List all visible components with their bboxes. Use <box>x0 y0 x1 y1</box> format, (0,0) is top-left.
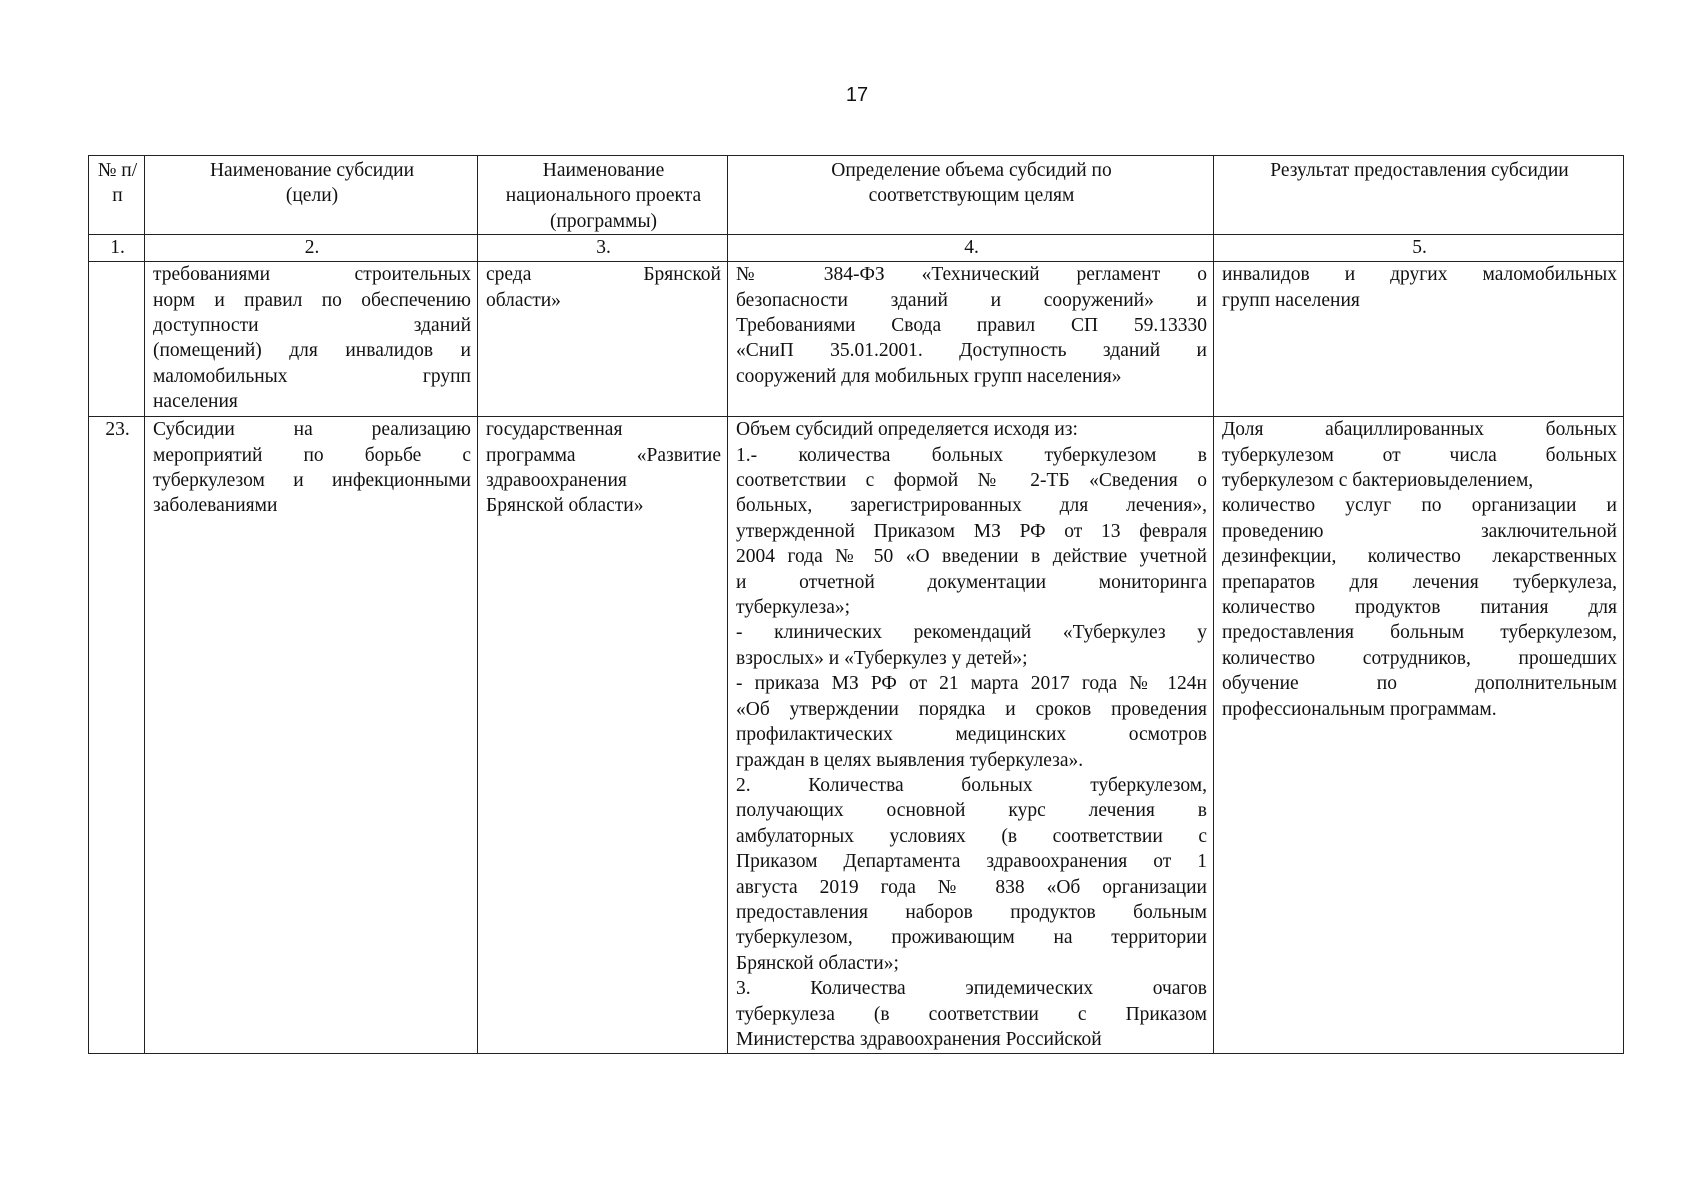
cell-text-line: 1.- количества больных туберкулезом в <box>736 444 1207 466</box>
column-number-3: 3. <box>478 235 728 262</box>
table-row <box>89 417 1624 1054</box>
cell-text-line: профессиональным программам. <box>1222 698 1497 720</box>
cell-text-line: программа «Развитие <box>486 444 721 466</box>
cell-text-line: Приказом Департамента здравоохранения от 1 <box>736 851 1207 873</box>
project-name-cell <box>478 417 728 1054</box>
cell-text-line: взрослых» и «Туберкулез у детей»; <box>736 647 1028 669</box>
cell-text-line: туберкулезом, проживающим на территории <box>736 927 1207 949</box>
cell-text-line: Брянской области» <box>486 495 644 517</box>
cell-text-line: дезинфекции, количество лекарственных <box>1222 546 1617 568</box>
cell-text-line: - клинических рекомендаций «Туберкулез у <box>736 622 1207 644</box>
header-subsidy-name-text: Наименование субсидии (цели) <box>209 160 415 207</box>
header-volume-definition-text: Определение объема субсидий по соответствующим целям <box>831 160 1112 207</box>
cell-text-line: препаратов для лечения туберкулеза, <box>1222 571 1617 593</box>
cell-text-line: предоставления наборов продуктов больным <box>736 901 1207 923</box>
header-volume-definition <box>728 156 1214 235</box>
cell-text-line: туберкулеза»; <box>736 597 851 619</box>
subsidy-name-cell <box>145 262 478 417</box>
cell-text-line: требованиями строительных <box>153 264 471 286</box>
result-cell <box>1214 417 1624 1054</box>
cell-text-line: туберкулезом и инфекционными <box>153 470 471 492</box>
cell-text-line: инвалидов и других маломобильных <box>1222 264 1617 286</box>
cell-text-line: количество услуг по организации и <box>1222 495 1617 517</box>
cell-text-line: профилактических медицинских осмотров <box>736 724 1207 746</box>
header-result-text: Результат предоставления субсидии <box>1270 160 1569 181</box>
cell-text-line: обучение по дополнительным <box>1222 673 1617 695</box>
cell-text-line: заболеваниями <box>153 495 278 517</box>
column-number-1: 1. <box>89 235 145 262</box>
row-number: 23. <box>89 417 145 1054</box>
header-result <box>1214 156 1624 235</box>
cell-text-line: проведению заключительной <box>1222 520 1617 542</box>
cell-text-line: больных, зарегистрированных для лечения», <box>736 495 1207 517</box>
cell-text-line: 2. Количества больных туберкулезом, <box>736 774 1207 796</box>
cell-text-line: туберкулезом с бактериовыделением, <box>1222 470 1534 492</box>
cell-text-line: (помещений) для инвалидов и <box>153 340 471 362</box>
cell-text-line: - приказа МЗ РФ от 21 марта 2017 года № 124н <box>736 673 1207 695</box>
row-number <box>89 262 145 417</box>
cell-text-line: Субсидии на реализацию <box>153 419 471 441</box>
cell-text-line: Доля абациллированных больных <box>1222 419 1617 441</box>
cell-text-line: Требованиями Свода правил СП 59.13330 <box>736 315 1207 337</box>
cell-text-line: августа 2019 года № 838 «Об организации <box>736 876 1207 898</box>
cell-text-line: граждан в целях выявления туберкулеза». <box>736 749 1084 771</box>
cell-text-line: мероприятий по борьбе с <box>153 444 471 466</box>
cell-text-line: предоставления больным туберкулезом, <box>1222 622 1617 644</box>
cell-text-line: количество сотрудников, прошедших <box>1222 647 1617 669</box>
cell-text-line: безопасности зданий и сооружений» и <box>736 289 1207 311</box>
cell-text-line: здравоохранения <box>486 470 627 492</box>
cell-text-line: Брянской области»; <box>736 952 899 974</box>
cell-text-line: групп населения <box>1222 289 1360 311</box>
column-number-5: 5. <box>1214 235 1624 262</box>
cell-text-line: маломобильных групп <box>153 365 471 387</box>
cell-text-line: «СниП 35.01.2001. Доступность зданий и <box>736 340 1207 362</box>
volume-definition-cell <box>728 262 1214 417</box>
cell-text-line: доступности зданий <box>153 315 471 337</box>
cell-text-line: туберкулезом от числа больных <box>1222 444 1617 466</box>
subsidy-name-cell <box>145 417 478 1054</box>
header-project-name <box>478 156 728 235</box>
cell-text-line: соответствии с формой № 2-ТБ «Сведения о <box>736 470 1207 492</box>
cell-text-line: туберкулеза (в соответствии с Приказом <box>736 1003 1207 1025</box>
cell-text-line: норм и правил по обеспечению <box>153 289 471 311</box>
cell-text-line: амбулаторных условиях (в соответствии с <box>736 825 1207 847</box>
column-number-4: 4. <box>728 235 1214 262</box>
cell-text-line: Объем субсидий определяется исходя из: <box>736 419 1078 441</box>
cell-text-line: государственная <box>486 419 623 441</box>
cell-text-line: утвержденной Приказом МЗ РФ от 13 февраля <box>736 520 1207 542</box>
cell-text-line: 3. Количества эпидемических очагов <box>736 978 1207 1000</box>
cell-text-line: Министерства здравоохранения Российской <box>736 1028 1102 1050</box>
cell-text-line: № 384-ФЗ «Технический регламент о <box>736 264 1207 286</box>
header-project-name-text: Наименование национального проекта (программы) <box>505 160 702 232</box>
table-row <box>89 262 1624 417</box>
subsidy-table <box>88 155 1624 1054</box>
page-number: 17 <box>845 84 869 106</box>
cell-text-line: населения <box>153 391 238 413</box>
cell-text-line: и отчетной документации мониторинга <box>736 571 1207 593</box>
column-number-row <box>89 235 1624 262</box>
header-num-text: № п/п <box>97 160 138 207</box>
cell-text-line: 2004 года № 50 «О введении в действие учетной <box>736 546 1207 568</box>
cell-text-line: области» <box>486 289 561 311</box>
cell-text-line: среда Брянской <box>486 264 721 286</box>
cell-text-line: получающих основной курс лечения в <box>736 800 1207 822</box>
cell-text-line: сооружений для мобильных групп населения» <box>736 365 1122 387</box>
header-num <box>89 156 145 235</box>
volume-definition-cell <box>728 417 1214 1054</box>
cell-text-line: количество продуктов питания для <box>1222 597 1617 619</box>
cell-text-line: «Об утверждении порядка и сроков проведения <box>736 698 1207 720</box>
table-header-row <box>89 156 1624 235</box>
project-name-cell <box>478 262 728 417</box>
header-subsidy-name <box>145 156 478 235</box>
result-cell <box>1214 262 1624 417</box>
column-number-2: 2. <box>145 235 478 262</box>
